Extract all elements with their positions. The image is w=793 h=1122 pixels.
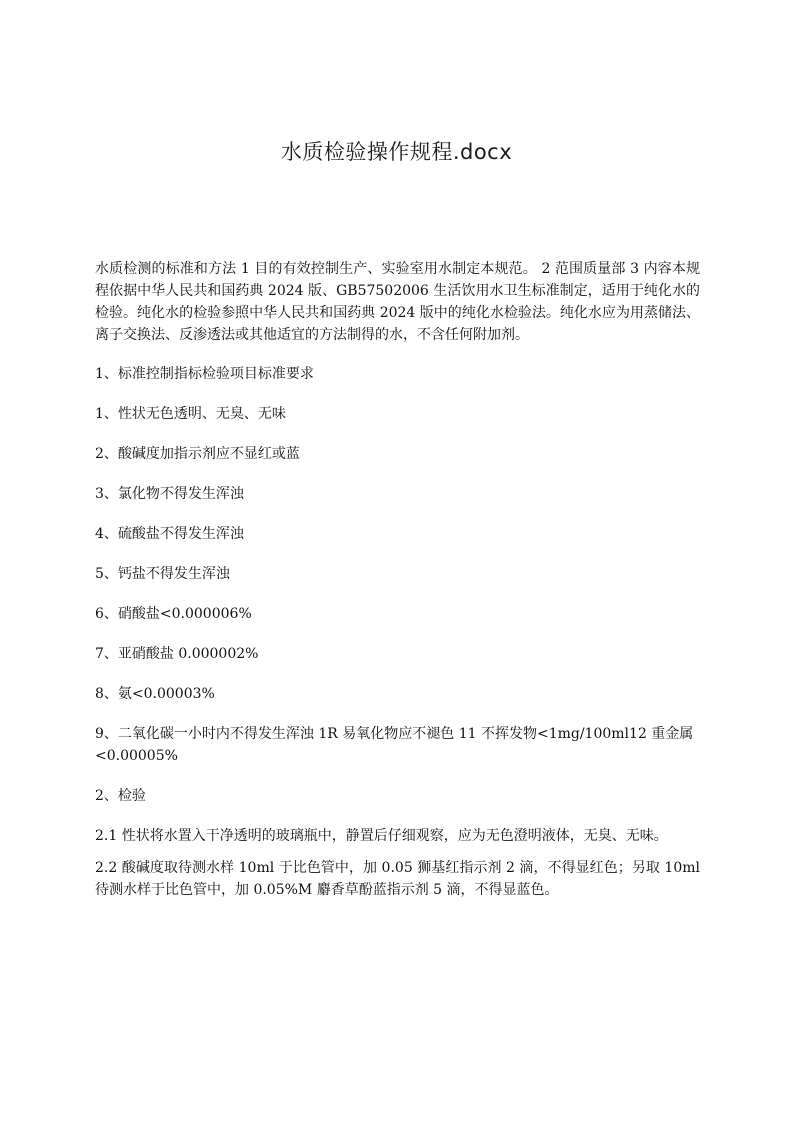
inspection-paragraph-2-1: 2.1 性状将水置入干净透明的玻璃瓶中，静置后仔细观察，应为无色澄明液体，无臭、无味。 — [95, 828, 668, 844]
standard-item: 9、二氧化碳一小时内不得发生浑浊 1R 易氧化物应不褪色 11 不挥发物<1mg/100ml12 重金属<0.00005% — [95, 726, 694, 764]
document-title: 水质检验操作规程.docx — [280, 140, 513, 164]
standard-item: 5、钙盐不得发生浑浊 — [95, 566, 230, 582]
standard-item: 1、性状无色透明、无臭、无味 — [95, 406, 286, 422]
standard-item: 3、氯化物不得发生浑浊 — [95, 486, 244, 502]
standard-item: 4、硫酸盐不得发生浑浊 — [95, 526, 244, 542]
inspection-paragraph-2-2: 2.2 酸碱度取待测水样 10ml 于比色管中，加 0.05 狮基红指示剂 2 滴，不得显红色；另取 10ml 待测水样于比色管中，加 0.05%M 麝香草酚蓝指示剂 5 滴，不得显蓝色。 — [95, 860, 700, 898]
document-body — [95, 258, 700, 901]
standard-item: 2、酸碱度加指示剂应不显红或蓝 — [95, 446, 300, 462]
section2-heading: 2、检验 — [95, 788, 146, 804]
section1-heading: 1、标准控制指标检验项目标准要求 — [95, 366, 314, 382]
standard-item: 8、氨<0.00003% — [95, 686, 215, 702]
standard-item: 7、亚硝酸盐 0.000002% — [95, 646, 259, 662]
standard-item: 6、硝酸盐<0.000006% — [95, 606, 252, 622]
intro-paragraph: 水质检测的标准和方法 1 目的有效控制生产、实验室用水制定本规范。 2 范围质量部 3 内容本规程依据中华人民共和国药典 2024 版、GB57502006 生活饮用水卫生标准制定，适用于纯化水的检验。纯化水的检验参照中华人民共和国药典 2024 版中的纯化水检验法。纯化水应为用蒸储法、离子交换法、反渗透法或其他适宜的方法制得的水，不含任何附加剂。 — [95, 261, 700, 343]
